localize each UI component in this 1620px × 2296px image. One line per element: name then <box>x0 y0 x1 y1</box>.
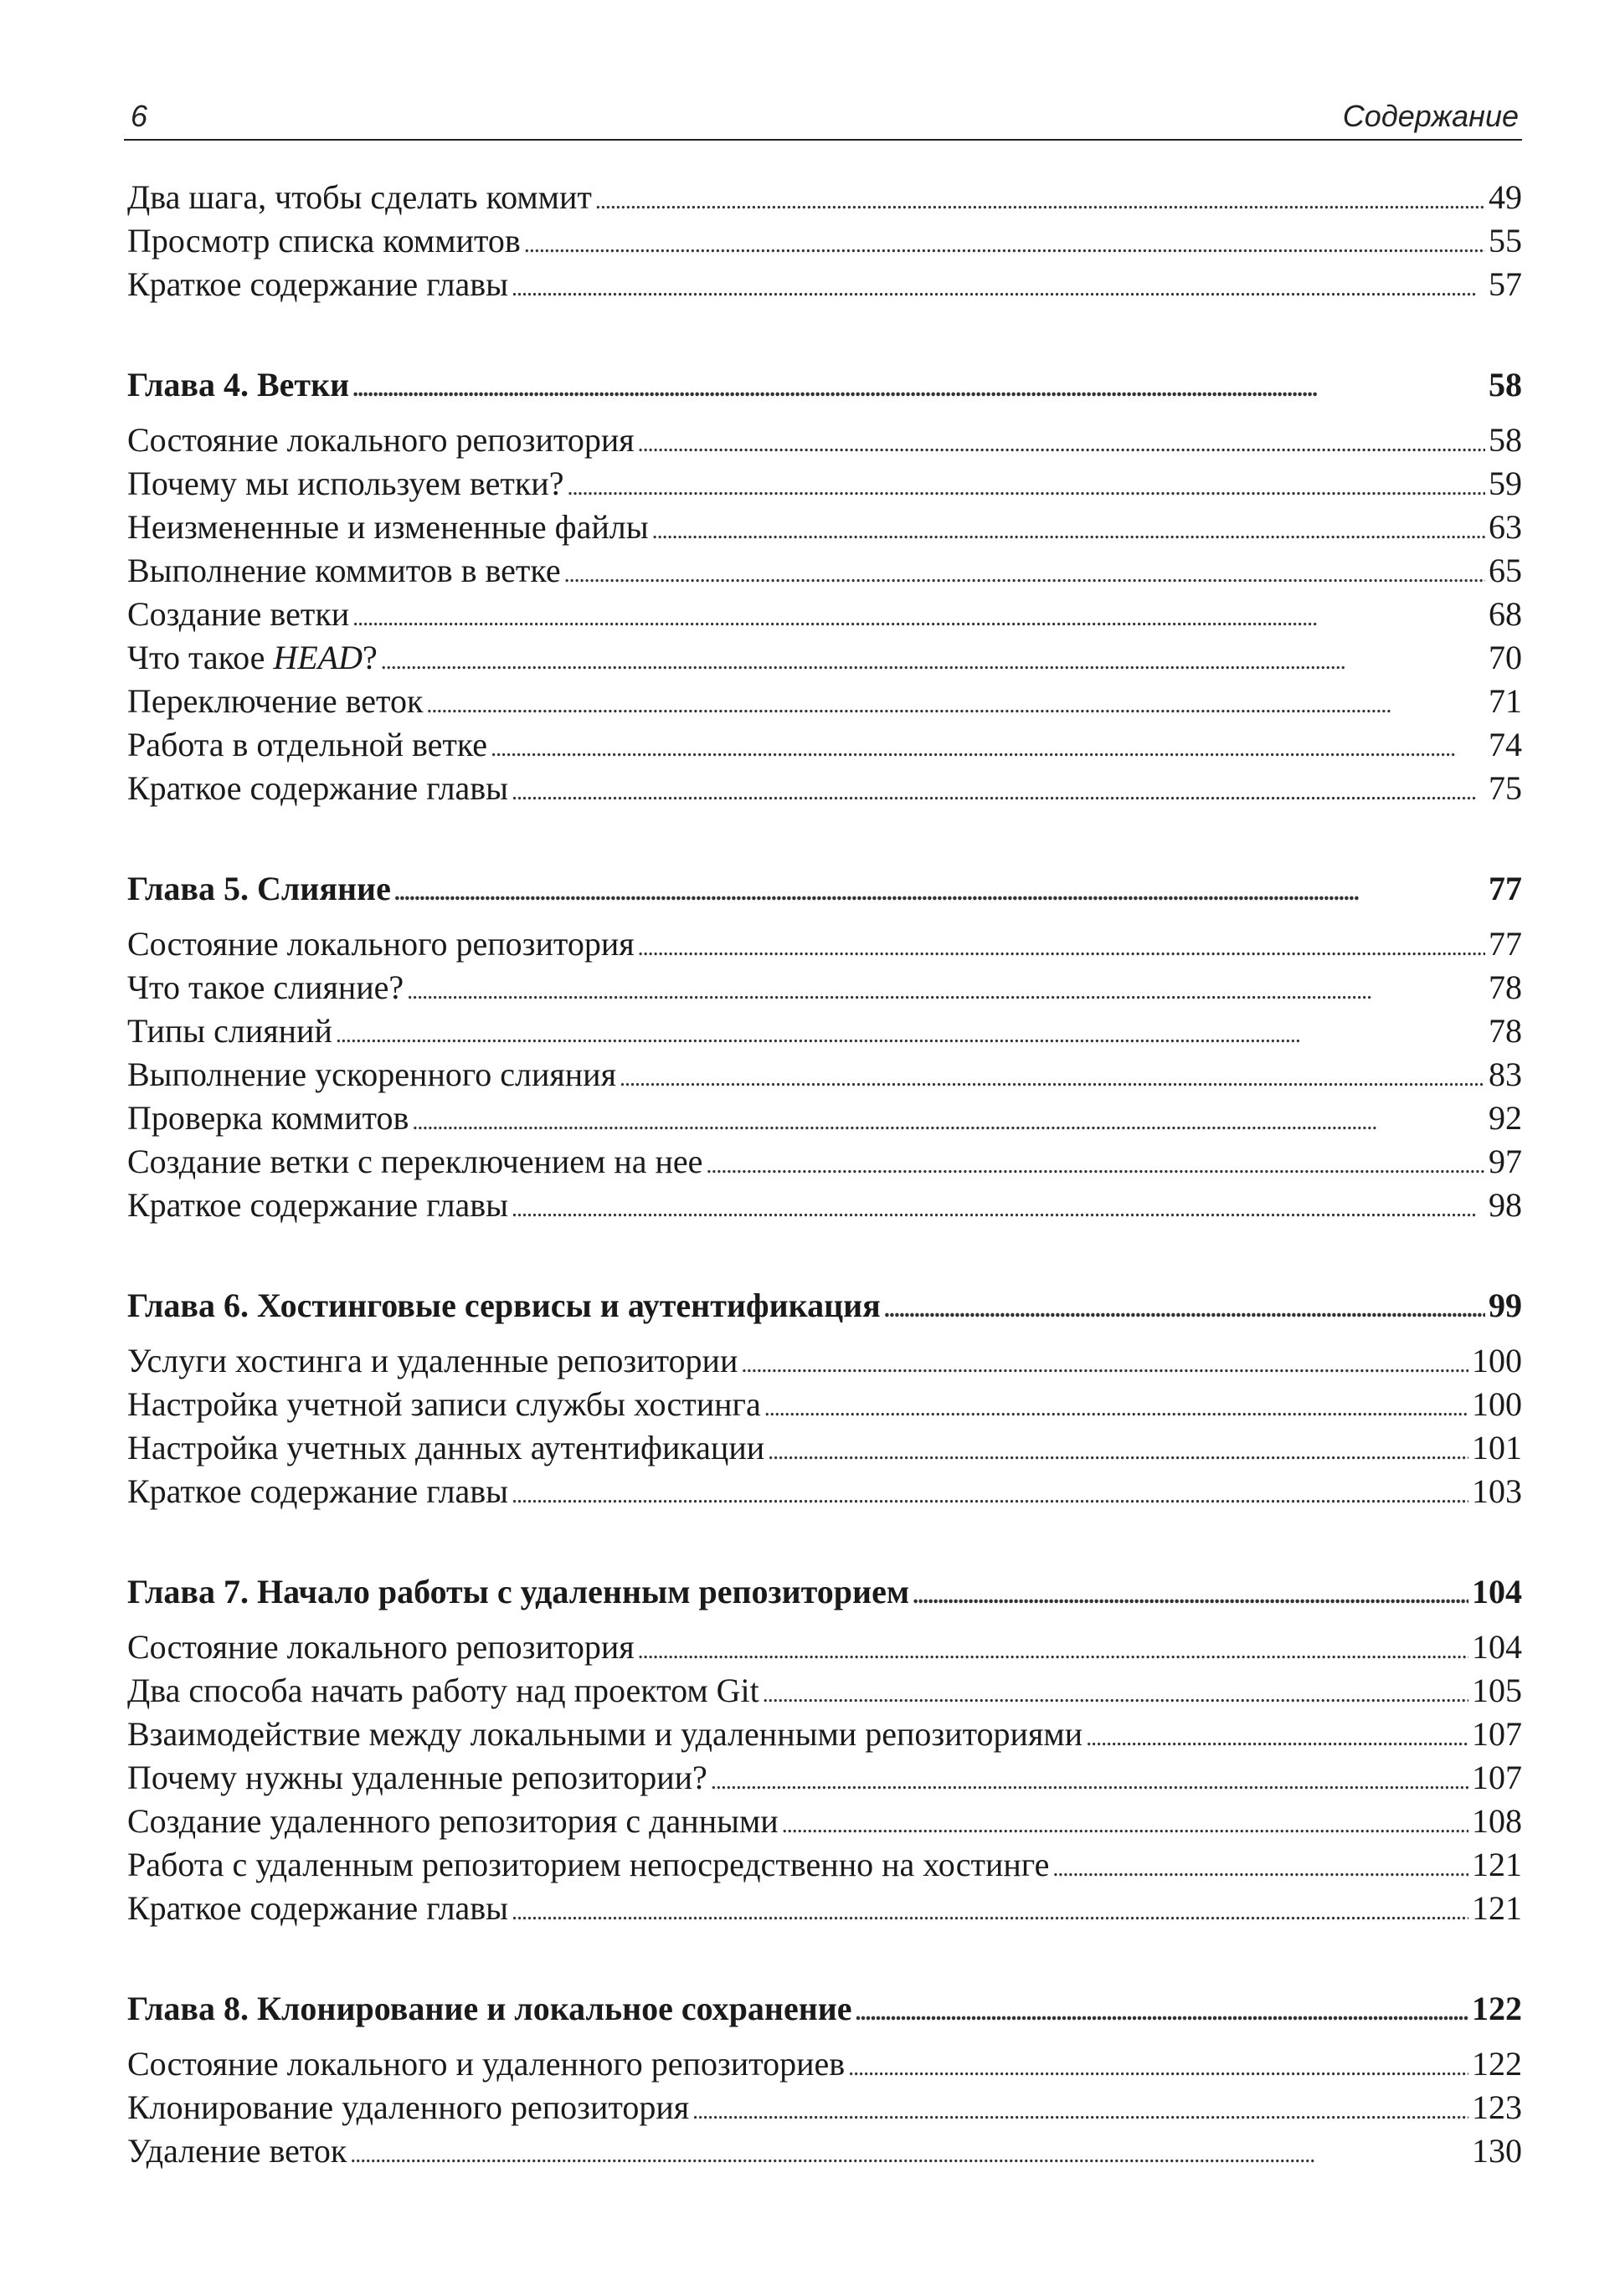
chapter-page: 104 <box>1472 1573 1522 1610</box>
toc-entry-page: 101 <box>1472 1429 1522 1466</box>
toc-entry-page: 121 <box>1472 1846 1522 1883</box>
toc-entry-page: 49 <box>1489 178 1522 216</box>
chapter-page: 58 <box>1489 366 1522 403</box>
toc-entry[interactable] <box>127 1887 1522 1930</box>
toc-entry[interactable] <box>127 1800 1522 1843</box>
toc-entry-title: Создание ветки с переключением на нее <box>127 1143 703 1180</box>
toc-entry-title: Состояние локального репозитория <box>127 1628 635 1666</box>
toc-entry[interactable] <box>127 549 1522 593</box>
page-header <box>124 90 1522 141</box>
dot-leader <box>768 1426 1468 1474</box>
toc-entry-page: 77 <box>1489 925 1522 963</box>
toc-entry-title: Взаимодействие между локальными и удаленными репозиториями <box>127 1715 1083 1753</box>
toc-entry[interactable] <box>127 767 1522 810</box>
toc-entry[interactable] <box>127 1470 1522 1513</box>
toc-entry-title: Услуги хостинга и удаленные репозитории <box>127 1342 738 1379</box>
toc-entry[interactable] <box>127 680 1522 723</box>
toc-entry-title: Краткое содержание главы <box>127 1186 509 1224</box>
toc-chapter-8 <box>127 1987 1522 2173</box>
toc-chapter-4 <box>127 363 1522 810</box>
toc-entry-title: Почему мы используем ветки? <box>127 465 564 502</box>
toc-entry-page: 83 <box>1489 1056 1522 1093</box>
toc-entry[interactable] <box>127 2042 1522 2086</box>
toc-entry[interactable] <box>127 1383 1522 1426</box>
dot-leader <box>638 1626 1468 1673</box>
toc-chapter-5 <box>127 867 1522 1227</box>
dot-leader <box>352 593 1485 640</box>
dot-leader <box>350 2129 1468 2177</box>
dot-leader <box>567 462 1485 510</box>
toc-entry-title: Работа в отдельной ветке <box>127 726 488 763</box>
toc-entry-title: Создание ветки <box>127 595 350 633</box>
toc-entry[interactable] <box>127 2129 1522 2173</box>
toc-entry-page: 70 <box>1489 639 1522 676</box>
toc-entry-title: Почему нужны удаленные репозитории? <box>127 1759 707 1796</box>
toc-entry[interactable] <box>127 966 1522 1009</box>
dot-leader <box>512 1887 1468 1934</box>
toc-entry-page: 123 <box>1472 2088 1522 2126</box>
dot-leader <box>512 263 1485 311</box>
chapter-page: 122 <box>1472 1990 1522 2027</box>
dot-leader <box>564 549 1485 597</box>
toc-chapter-7 <box>127 1570 1522 1930</box>
toc-entry-page: 92 <box>1489 1099 1522 1137</box>
toc-entry-title: Выполнение ускоренного слияния <box>127 1056 616 1093</box>
toc-entry-page: 75 <box>1489 769 1522 807</box>
toc-entry-title: Состояние локального и удаленного репозиториев <box>127 2045 846 2083</box>
toc-entry[interactable] <box>127 419 1522 462</box>
toc-entry-page: 122 <box>1472 2045 1522 2083</box>
toc-entry-title: Настройка учетной записи службы хостинга <box>127 1385 761 1423</box>
toc-entry-page: 130 <box>1472 2132 1522 2170</box>
dot-leader <box>763 1669 1468 1717</box>
toc-entry-page: 63 <box>1489 508 1522 546</box>
running-title: Содержание <box>1342 99 1519 133</box>
toc-entry-page: 108 <box>1472 1802 1522 1840</box>
dot-leader <box>381 636 1485 684</box>
chapter-heading[interactable] <box>127 1284 1522 1328</box>
toc-entry-title: Краткое содержание главы <box>127 265 509 303</box>
chapter-page: 99 <box>1489 1287 1522 1324</box>
toc-entry-title: Настройка учетных данных аутентификации <box>127 1429 765 1466</box>
toc-entry-title: Что такое слияние? <box>127 968 404 1006</box>
dot-leader <box>692 2086 1468 2134</box>
dot-leader <box>706 1140 1485 1188</box>
table-of-contents <box>127 176 1522 2173</box>
toc-entry[interactable] <box>127 1053 1522 1097</box>
dot-leader <box>620 1053 1485 1101</box>
toc-entry-page: 100 <box>1472 1385 1522 1423</box>
chapter-title: Глава 5. Слияние <box>127 870 391 907</box>
toc-entry[interactable] <box>127 1669 1522 1713</box>
toc-entry-title: Создание удаленного репозитория с данными <box>127 1802 779 1840</box>
toc-entry-title: Проверка коммитов <box>127 1099 409 1137</box>
toc-entry-page: 78 <box>1489 968 1522 1006</box>
chapter-page: 77 <box>1489 870 1522 907</box>
toc-entry-title: Типы слияний <box>127 1012 332 1050</box>
page-number: 6 <box>131 99 148 133</box>
toc-entry[interactable] <box>127 723 1522 767</box>
toc-entry[interactable] <box>127 2086 1522 2129</box>
chapter-heading[interactable] <box>127 1570 1522 1614</box>
dot-leader <box>512 1470 1468 1518</box>
toc-entry-page: 107 <box>1472 1759 1522 1796</box>
toc-entry-page: 59 <box>1489 465 1522 502</box>
toc-entry-title: Клонирование удаленного репозитория <box>127 2088 690 2126</box>
toc-entry[interactable] <box>127 219 1522 263</box>
toc-entry[interactable] <box>127 1426 1522 1470</box>
toc-entry-title: Краткое содержание главы <box>127 769 509 807</box>
toc-entry-page: 121 <box>1472 1889 1522 1927</box>
dot-leader <box>652 506 1485 553</box>
dot-leader <box>394 867 1485 915</box>
toc-entry-title: Краткое содержание главы <box>127 1472 509 1510</box>
toc-entry-title: Два способа начать работу над проектом Git <box>127 1672 759 1709</box>
chapter-heading[interactable] <box>127 363 1522 407</box>
dot-leader <box>352 363 1485 411</box>
toc-entry-title: Работа с удаленным репозиторием непосредственно на хостинге <box>127 1846 1050 1883</box>
toc-entry-title: Удаление веток <box>127 2132 347 2170</box>
toc-entry[interactable] <box>127 1184 1522 1227</box>
dot-leader <box>512 1184 1485 1231</box>
toc-entry-title: Выполнение коммитов в ветке <box>127 552 561 589</box>
dot-leader <box>848 2042 1468 2090</box>
toc-entry-page: 55 <box>1489 222 1522 259</box>
toc-entry[interactable] <box>127 462 1522 506</box>
toc-entry[interactable] <box>127 1713 1522 1756</box>
toc-entry-title: Просмотр списка коммитов <box>127 222 521 259</box>
chapter-title: Глава 7. Начало работы с удаленным репозиторием <box>127 1573 910 1610</box>
toc-entry-title: Краткое содержание главы <box>127 1889 509 1927</box>
toc-entry-title: Состояние локального репозитория <box>127 421 635 459</box>
dot-leader <box>638 419 1485 466</box>
toc-entry[interactable] <box>127 636 1522 680</box>
dot-leader <box>711 1756 1468 1804</box>
dot-leader <box>512 767 1485 814</box>
toc-entry[interactable] <box>127 593 1522 636</box>
toc-entry[interactable] <box>127 1843 1522 1887</box>
toc-entry[interactable] <box>127 1009 1522 1053</box>
toc-entry-title: Неизмененные и измененные файлы <box>127 508 649 546</box>
dot-leader <box>407 966 1485 1014</box>
toc-entry[interactable] <box>127 1626 1522 1669</box>
dot-leader <box>1086 1713 1468 1760</box>
toc-entry[interactable] <box>127 263 1522 306</box>
toc-entry[interactable] <box>127 1756 1522 1800</box>
dot-leader <box>764 1383 1468 1431</box>
chapter-heading[interactable] <box>127 1987 1522 2031</box>
italic-term: HEAD <box>273 639 363 676</box>
toc-entry-title: Состояние локального репозитория <box>127 925 635 963</box>
toc-entry-title: Переключение веток <box>127 682 424 720</box>
dot-leader <box>336 1009 1485 1057</box>
dot-leader <box>491 723 1485 771</box>
toc-entry[interactable] <box>127 1339 1522 1383</box>
dot-leader <box>426 680 1485 727</box>
toc-entry-title: Два шага, чтобы сделать коммит <box>127 178 592 216</box>
toc-entry-page: 97 <box>1489 1143 1522 1180</box>
toc-entry[interactable] <box>127 922 1522 966</box>
dot-leader <box>782 1800 1468 1847</box>
toc-entry-page: 105 <box>1472 1672 1522 1709</box>
dot-leader <box>524 219 1485 267</box>
toc-entry-page: 58 <box>1489 421 1522 459</box>
toc-entry-title: Что такое HEAD? <box>127 639 378 676</box>
toc-chapter-6 <box>127 1284 1522 1513</box>
toc-entry-page: 103 <box>1472 1472 1522 1510</box>
chapter-title: Глава 6. Хостинговые сервисы и аутентификация <box>127 1287 881 1324</box>
toc-entry-page: 107 <box>1472 1715 1522 1753</box>
dot-leader <box>1052 1843 1468 1891</box>
toc-entry-page: 57 <box>1489 265 1522 303</box>
toc-entry[interactable] <box>127 506 1522 549</box>
toc-entry-page: 100 <box>1472 1342 1522 1379</box>
toc-entry-page: 68 <box>1489 595 1522 633</box>
toc-entry-page: 65 <box>1489 552 1522 589</box>
dot-leader <box>856 1987 1468 2035</box>
dot-leader <box>913 1570 1468 1618</box>
toc-entry-page: 71 <box>1489 682 1522 720</box>
dot-leader <box>741 1339 1468 1387</box>
dot-leader <box>412 1097 1485 1144</box>
chapter-title: Глава 4. Ветки <box>127 366 350 403</box>
toc-entry-page: 78 <box>1489 1012 1522 1050</box>
toc-entry[interactable] <box>127 176 1522 219</box>
toc-entry[interactable] <box>127 1097 1522 1140</box>
dot-leader <box>638 922 1485 970</box>
toc-entry-page: 74 <box>1489 726 1522 763</box>
chapter-heading[interactable] <box>127 867 1522 911</box>
toc-entry-page: 98 <box>1489 1186 1522 1224</box>
dot-leader <box>884 1284 1485 1332</box>
toc-entry-page: 104 <box>1472 1628 1522 1666</box>
dot-leader <box>595 176 1485 223</box>
toc-intro-group <box>127 176 1522 306</box>
toc-entry[interactable] <box>127 1140 1522 1184</box>
chapter-title: Глава 8. Клонирование и локальное сохранение <box>127 1990 852 2027</box>
